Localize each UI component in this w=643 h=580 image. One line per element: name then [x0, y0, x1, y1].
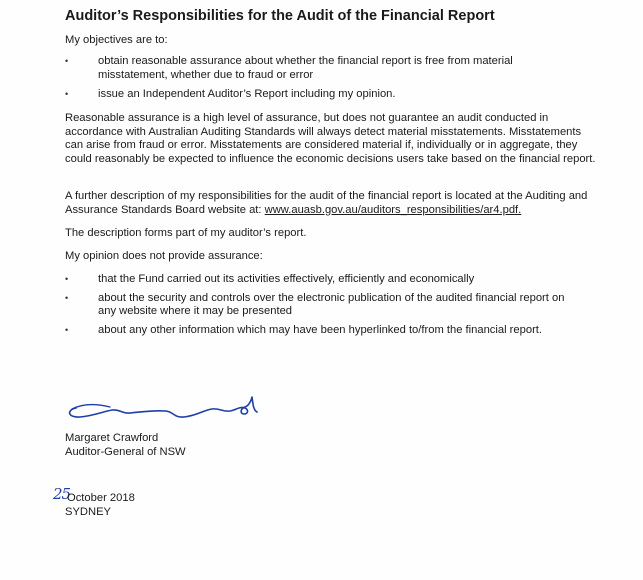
- date-place: SYDNEY: [65, 506, 112, 518]
- further-description-paragraph: [65, 190, 600, 217]
- opinion-item: • about any other information which may have been hyperlinked to/from the financial report.: [65, 323, 543, 336]
- bullet-icon: •: [65, 324, 69, 335]
- section-heading: Auditor’s Responsibilities for the Audit of the Financial Report: [65, 8, 495, 24]
- opinion-list: [65, 273, 580, 341]
- reasonable-assurance-paragraph: Reasonable assurance is a high level of assurance, but does not guarantee an audit conducted in accordance with Australian Auditing Standards will always detect material misstatements. Misstatements can arise from fraud or error. Misstatements are considered material if, individually or in aggregate, they could reasonably be expected to influence the economic decisions users take based on the financial report.: [65, 112, 596, 165]
- opinion-intro: My opinion does not provide assurance:: [65, 250, 263, 262]
- objectives-intro: My objectives are to:: [65, 34, 168, 46]
- opinion-item: • about the security and controls over the electronic publication of the audited financial report on any website where it may be presented: [65, 291, 565, 318]
- signature-image: [62, 388, 282, 428]
- objective-item: • obtain reasonable assurance about whether the financial report is free from material misstatement, whether due to fraud or error: [65, 55, 513, 81]
- bullet-icon: •: [65, 89, 69, 100]
- bullet-icon: •: [65, 292, 69, 303]
- objective-item: • issue an Independent Auditor’s Report including my opinion.: [65, 88, 396, 101]
- handwritten-day: 25: [53, 485, 71, 503]
- bullet-icon: •: [65, 274, 69, 284]
- date-month-year: October 2018: [67, 492, 135, 504]
- signatory-title: Auditor-General of NSW: [65, 446, 186, 458]
- signatory-name: Margaret Crawford: [65, 432, 159, 444]
- auasb-link[interactable]: www.auasb.gov.au/auditors_responsibilities/ar4.pdf.: [264, 203, 522, 216]
- further-description-text: A further description of my responsibilities for the audit of the financial report is located at the Auditing and Assurance Standards Board website at:: [65, 190, 588, 216]
- bullet-icon: •: [65, 56, 69, 66]
- opinion-item: • that the Fund carried out its activities effectively, efficiently and economically: [65, 273, 475, 285]
- description-part-paragraph: The description forms part of my auditor’s report.: [65, 227, 307, 239]
- objectives-list: [65, 55, 565, 106]
